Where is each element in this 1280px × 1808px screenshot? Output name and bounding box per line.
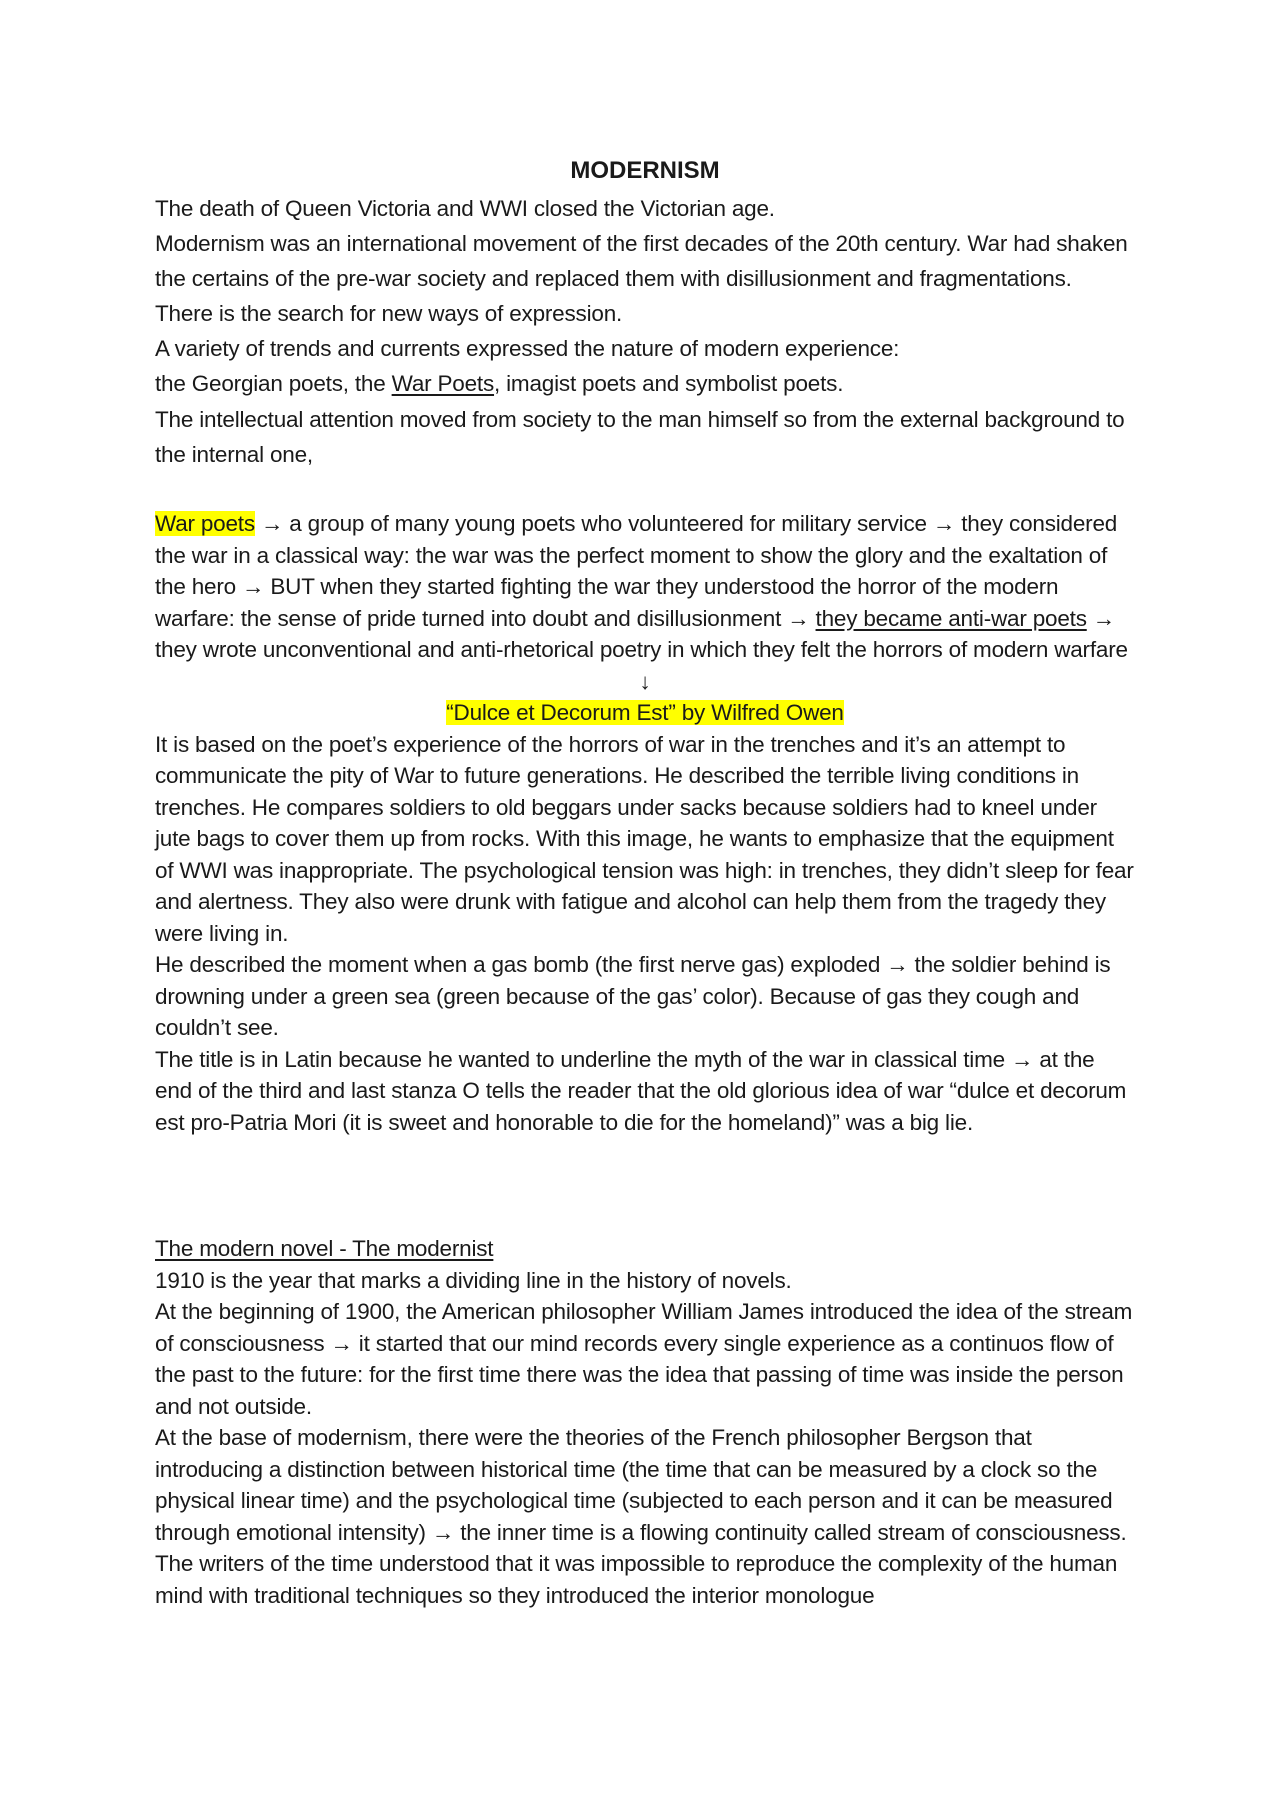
war-poets-text-1: → a group of many young poets who volunteered for military service → they considered the war in a classical way: the war was the perfect moment to show the glory and the exaltation of the hero → BUT when they started fighting the war they understood the horror of the modern warfare: the sense of pride turned into doubt and disillusionment → [155,511,1118,631]
intro-paragraph-3: A variety of trends and currents expressed the nature of modern experience: [155,336,900,362]
intro-p4-before: the Georgian poets, the [155,371,392,397]
intro-paragraph-4 [155,366,1135,401]
modern-novel-heading: The modern novel - The modernist [155,1236,494,1261]
poem-paragraph-3: The title is in Latin because he wanted to underline the myth of the war in classical time → at the end of the third and last stanza O tells the reader that the old glorious idea of war “dulce et decorum est pro-Patria Mori (it is sweet and honorable to die for the homeland)” was a big lie. [155,1046,1127,1135]
poem-title-line [155,697,1135,729]
war-poets-section [155,508,1135,1138]
intro-paragraph-5: The intellectual attention moved from society to the man himself so from the external background to the internal one, [155,406,1125,467]
intro-section [155,191,1135,472]
modern-novel-heading-line [155,1233,1135,1265]
war-poets-paragraph [155,508,1135,666]
modern-novel-paragraph-2: At the beginning of 1900, the American philosopher William James introduced the idea of the stream of consciousness → it started that our mind records every single experience as a continuos flow of the past to the future: for the first time there was the idea that passing of time was inside the person and not outside. [155,1299,1133,1419]
modern-novel-paragraph-1: 1910 is the year that marks a dividing line in the history of novels. [155,1267,792,1293]
anti-war-underlined: they became anti-war poets [815,605,1087,631]
poem-paragraph-2: He described the moment when a gas bomb (the first nerve gas) exploded → the soldier behind is drowning under a green sea (green because of the gas’ color). Because of gas they cough and couldn’t see. [155,952,1111,1040]
intro-p4-after: , imagist poets and symbolist poets. [494,371,844,397]
poem-title: “Dulce et Decorum Est” by Wilfred Owen [446,700,844,725]
modern-novel-paragraph-3: At the base of modernism, there were the theories of the French philosopher Bergson that introducing a distinction between historical time (the time that can be measured by a clock so the physical linear time) and the psychological time (subjected to each person and it can be measured through emotional intensity) → the inner time is a flowing continuity called stream of consciousness. [155,1425,1127,1545]
war-poets-text-2: → they wrote unconventional and anti-rhetorical poetry in which they felt the horrors of modern warfare [155,605,1128,662]
down-arrow: ↓ [639,668,651,694]
war-poets-highlight: War poets [155,511,255,536]
war-poets-link: War Poets [391,371,495,397]
intro-paragraph-1: The death of Queen Victoria and WWI closed the Victorian age. [155,196,775,221]
poem-paragraph-1: It is based on the poet’s experience of the horrors of war in the trenches and it’s an attempt to communicate the pity of War to future generations. He described the terrible living conditions in trenches. He compares soldiers to old beggars under sacks because soldiers had to kneel under jute bags to cover them up from rocks. With this image, he wants to emphasize that the equipment of WWI was inappropriate. The psychological tension was high: in trenches, they didn’t sleep for fear and alertness. They also were drunk with fatigue and alcohol can help them from the tragedy they were living in. [155,731,1134,946]
modern-novel-section [155,1233,1135,1611]
page-title: MODERNISM [570,157,720,184]
intro-paragraph-2: Modernism was an international movement of the first decades of the 20th century. War had shaken the certains of the pre-war society and replaced them with disillusionment and fragmentations. There is the search for new ways of expression. [155,231,1128,327]
modern-novel-paragraph-4: The writers of the time understood that it was impossible to reproduce the complexity of the human mind with traditional techniques so they introduced the interior monologue [155,1551,1118,1608]
